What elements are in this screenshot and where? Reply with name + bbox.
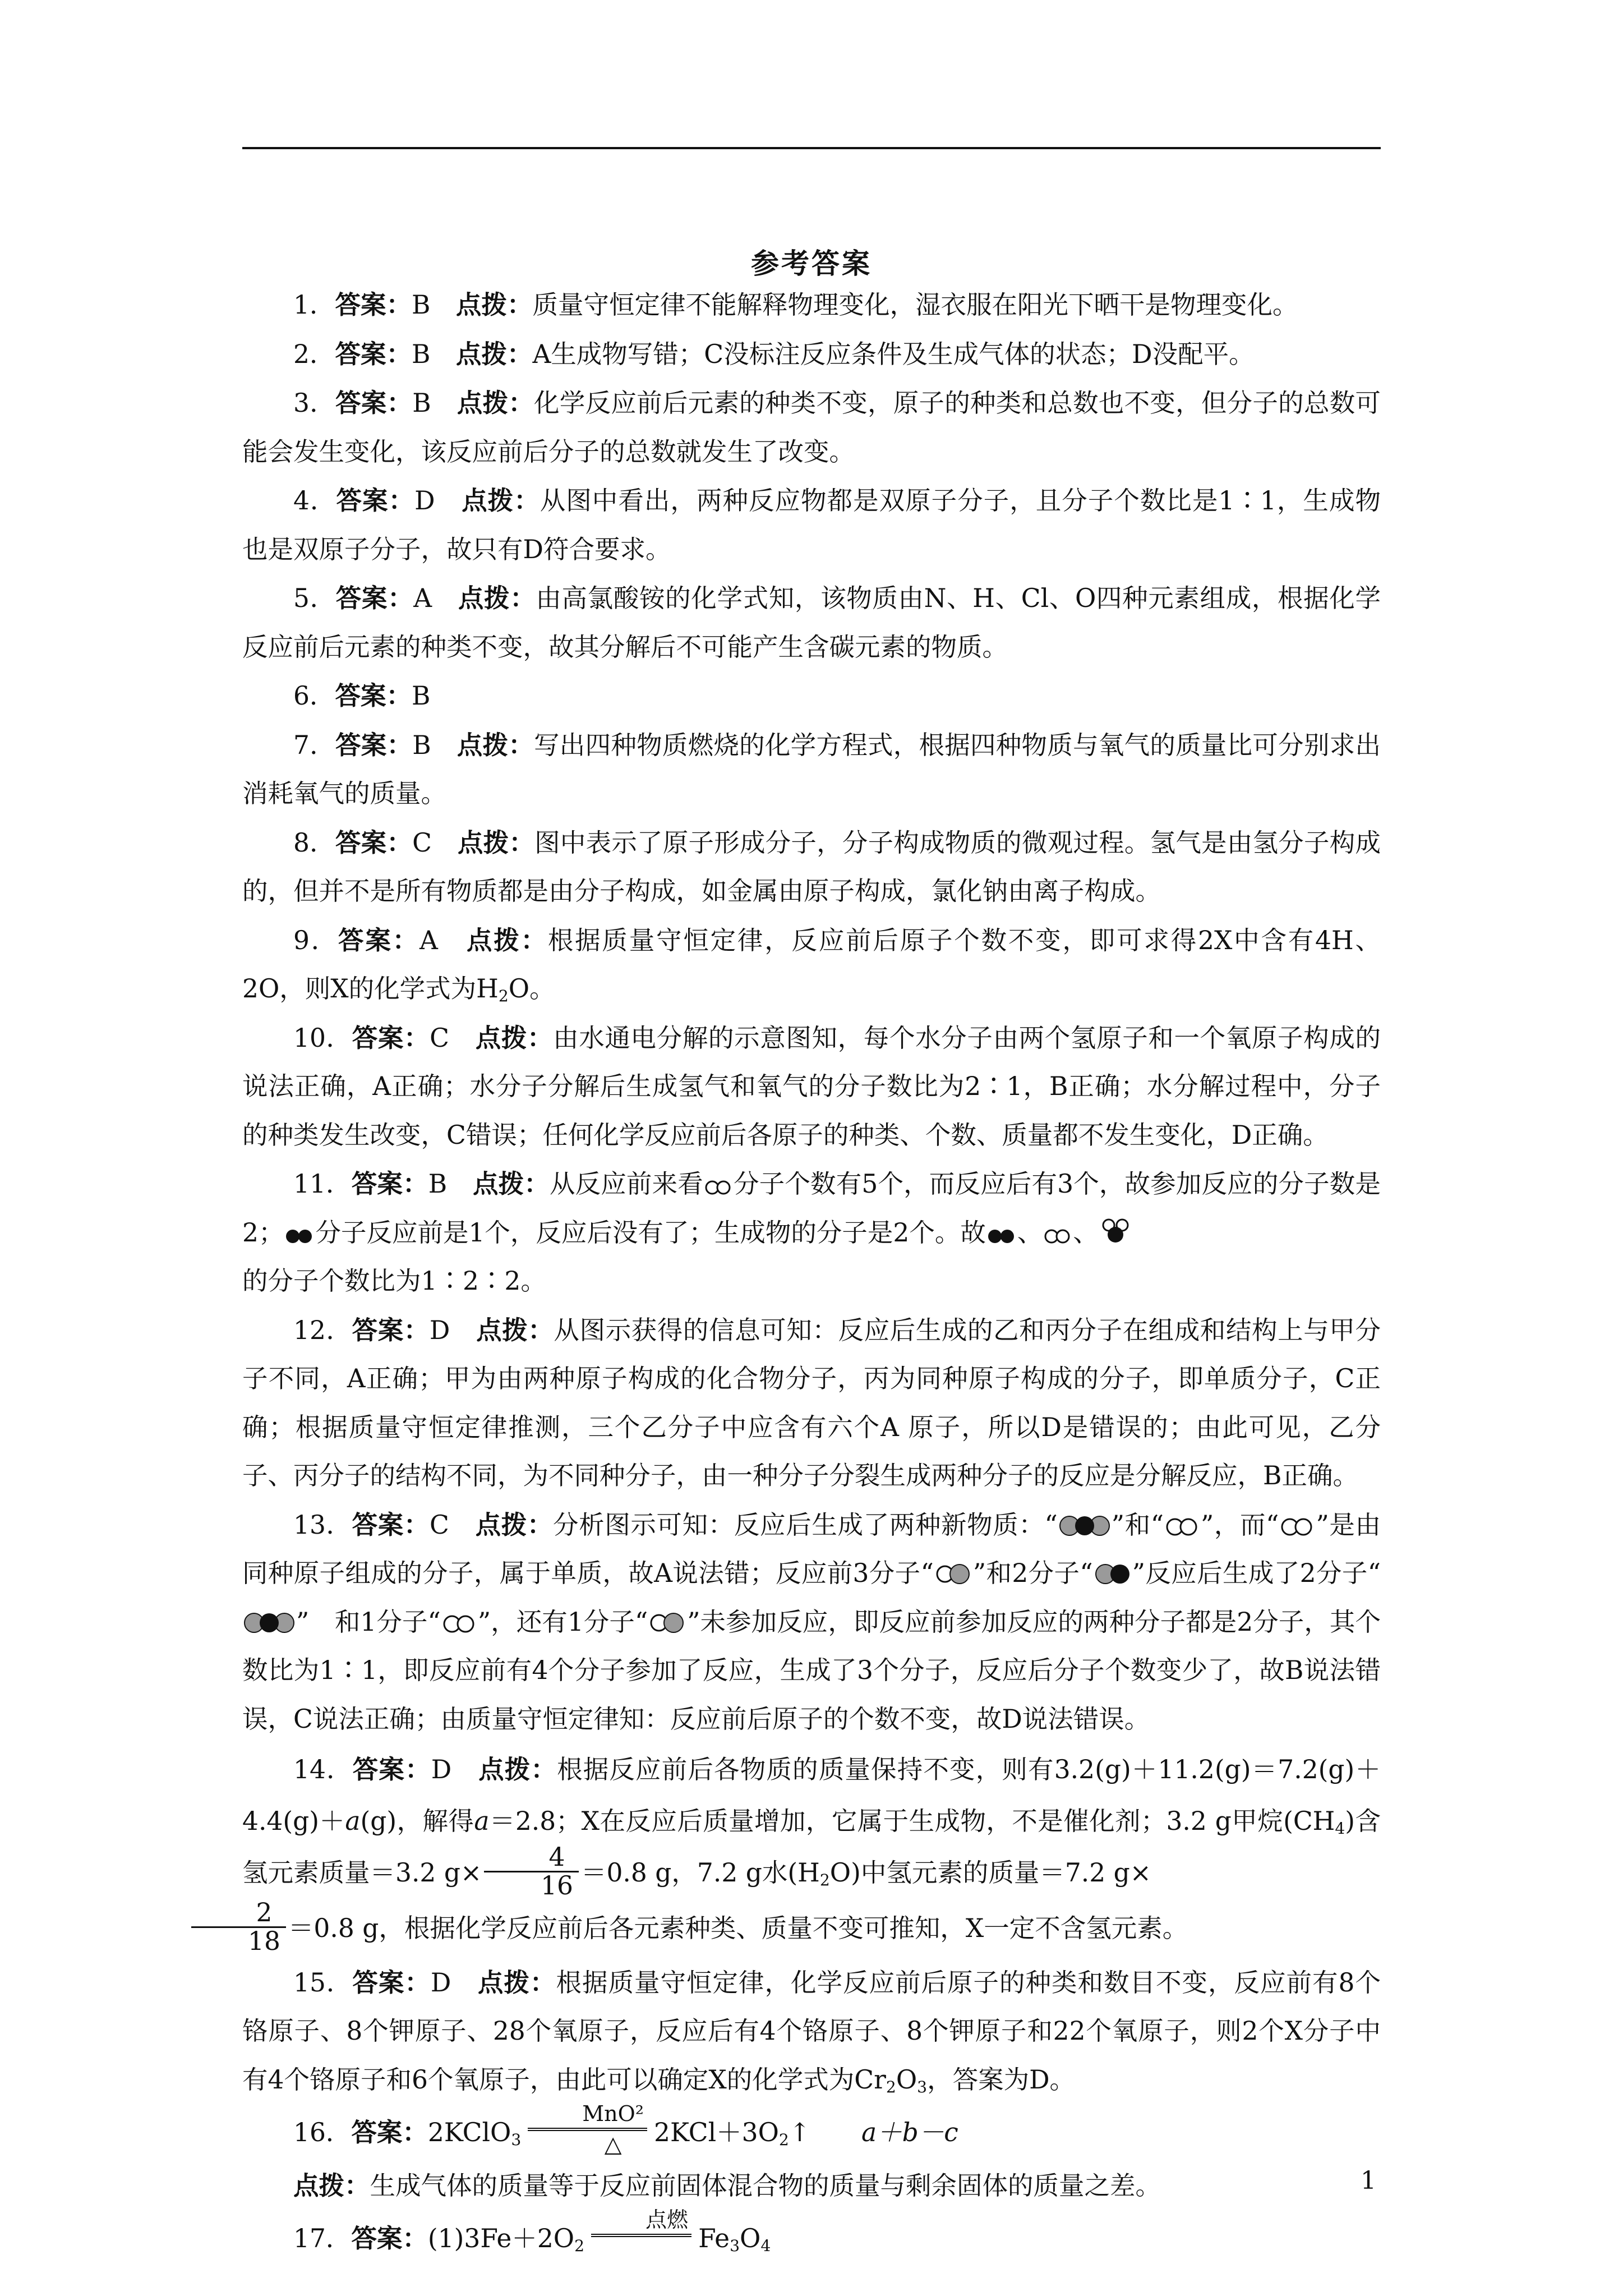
- molecule-gray-black-icon: [1094, 1563, 1131, 1585]
- gas-arrow: ↑: [789, 2118, 810, 2148]
- answer-7: 7．答案：B 点拨：写出四种物质燃烧的化学方程式，根据四种物质与氧气的质量比可分别求出消耗氧气的质量。: [242, 729, 1381, 808]
- answer-16: 16．答案：2KClO$_3$ MnO² △ $2KCl+3O_2↑$ a＋b－c: [293, 2101, 958, 2157]
- molecule-two-white-icon: [1165, 1517, 1200, 1537]
- answer-8: 8．答案：C 点拨：图中表示了原子形成分子，分子构成物质的微观过程。氢气是由氢分子构成的，但并不是所有物质都是由分子构成，如金属由原子构成，氯化钠由离子构成。: [242, 827, 1381, 906]
- molecule-two-white-icon: [1044, 1228, 1072, 1245]
- molecule-gray-black-gray-icon: [243, 1612, 295, 1634]
- molecule-two-black-icon: [285, 1228, 314, 1245]
- hint-16: 点拨：生成气体的质量等于反应前固体混合物的质量与剩余固体的质量之差。: [293, 2170, 1161, 2201]
- molecule-white-gray-icon: [935, 1563, 972, 1585]
- molecule-two-white-icon: [442, 1614, 477, 1634]
- answer-15: 15．答案：D 点拨：根据质量守恒定律，化学反应前后原子的种类和数目不变，反应前有8个铬原子、8个钾原子、28个氧原子，反应后有4个铬原子、8个钾原子和22个氧原子，则2个X分子中有4个铬原子和6个氧原子，由此可以确定X的化学式为$Cr_2O_3$，答案为D。: [242, 1967, 1381, 2096]
- answer-4: 4．答案：D 点拨：从图中看出，两种反应物都是双原子分子，且分子个数比是1∶1，生成物也是双原子分子，故只有D符合要求。: [242, 485, 1381, 564]
- reaction-condition: 点燃: [591, 2209, 691, 2262]
- answer-14: 14．答案：D 点拨：根据反应前后各物质的质量保持不变，则有3.2(g)＋11.2(g)＝7.2(g)＋4.4(g)＋a(g)，解得a＝2.8；X在反应后质量增加，它属于生成物，不是催化剂；3.2 g甲烷$(CH_4)$含氢元素质量＝3.2 g× $\frac{4}{16}$ ＝0.8 g，7.2 g水$(H_2O)$中氢元素的质量＝7.2 g× $\frac{2}{18}$ ＝0.8 g，根据化学反应前后各元素种类、质量不变可推知，X一定不含氢元素。: [242, 1743, 1381, 1958]
- header-rule: [242, 147, 1381, 149]
- answer-13: 13．答案：C 点拨：分析图示可知：反应后生成了两种新物质：“ ”和“ ”，而“ ”是由同种原子组成的分子，属于单质，故A说法错；反应前3分子“ ”和2分子“ ”反应后生成了2分子“” 和1分子“ ”，还有1分子“ ”未参加反应，即反应前参加反应的两种分子都是2分子，其个数比为1∶1，即反应前有4个分子参加了反应，生成了3个分子，反应后分子个数变少了，故B说法错误，C说法正确；由质量守恒定律知：反应前后原子的个数不变，故D说法错误。: [242, 1509, 1381, 1734]
- fraction-4-16: $\frac{4}{16}$: [484, 1844, 579, 1899]
- page-title: 参考答案: [751, 247, 872, 280]
- answer-6: 6．答案：B: [293, 680, 431, 711]
- answer-12: 12．答案：D 点拨：从图示获得的信息可知：反应后生成的乙和丙分子在组成和结构上与甲分子不同，A正确；甲为由两种原子构成的化合物分子，丙为同种原子构成的分子，即单质分子，C正确；根据质量守恒定律推测，三个乙分子中应含有六个A 原子，所以D是错误的；由此可见，乙分子、丙分子的结构不同，为不同种分子，由一种分子分裂生成两种分子的反应是分解反应，B正确。: [242, 1314, 1381, 1490]
- answer-1: 1．答案：B 点拨：质量守恒定律不能解释物理变化，湿衣服在阳光下晒干是物理变化。: [293, 289, 1298, 320]
- answer-17: 17．答案：$(1)3Fe+2O_2$ 点燃 $Fe_3O_4$: [242, 2210, 1381, 2267]
- answer-5: 5．答案：A 点拨：由高氯酸铵的化学式知，该物质由N、H、Cl、O四种元素组成，根据化学反应前后元素的种类不变，故其分解后不可能产生含碳元素的物质。: [242, 583, 1381, 662]
- molecule-two-white-icon: [704, 1179, 732, 1196]
- answer-10: 10．答案：C 点拨：由水通电分解的示意图知，每个水分子由两个氢原子和一个氧原子构成的说法正确，A正确；水分子分解后生成氢气和氧气的分子数比为2∶1，B正确；水分解过程中，分子的种类发生改变，C错误；任何化学反应前后各原子的种类、个数、质量都不发生变化，D正确。: [242, 1022, 1381, 1150]
- molecule-two-white-icon: [1280, 1517, 1315, 1537]
- fraction-2-18: $\frac{2}{18}$: [191, 1899, 286, 1955]
- answer-2: 2．答案：B 点拨：A生成物写错；C没标注反应条件及生成气体的状态；D没配平。: [293, 338, 1255, 369]
- molecule-gray-black-gray-icon: [1059, 1515, 1110, 1537]
- answer-11: 11．答案：B 点拨：从反应前来看 分子个数有5个，而反应后有3个，故参加反应的分子数是2； 分子反应前是1个，反应后没有了；生成物的分子是2个。故 、 、 的分子个数比为1∶2∶2。: [242, 1168, 1381, 1296]
- answer-content: [242, 280, 1381, 2267]
- page-number: 1: [1361, 2166, 1376, 2195]
- molecule-two-black-icon: [987, 1228, 1016, 1245]
- reaction-condition: MnO² △: [528, 2103, 647, 2156]
- molecule-white-gray-icon: [649, 1612, 686, 1634]
- answer-3: 3．答案：B 点拨：化学反应前后元素的种类不变，原子的种类和总数也不变，但分子的总数可能会发生变化，该反应前后分子的总数就发生了改变。: [242, 388, 1381, 467]
- answer-9: 9．答案：A 点拨：根据质量守恒定律，反应前后原子个数不变，即可求得2X中含有4H、2O，则X的化学式为$H_2O$。: [242, 924, 1381, 1006]
- molecule-black-two-white-icon: [1100, 1218, 1131, 1245]
